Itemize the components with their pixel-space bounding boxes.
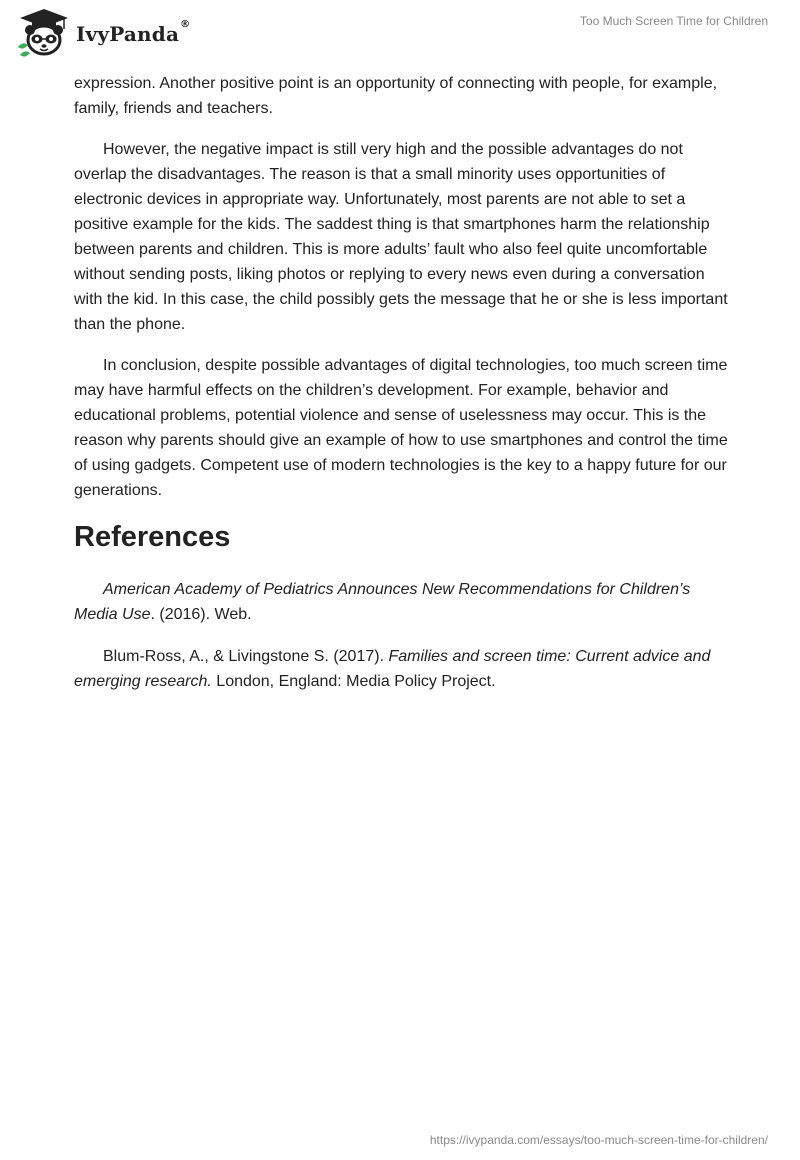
page-header (0, 0, 800, 70)
body-paragraph-3: In conclusion, despite possible advantages of digital technologies, too much screen time may have harmful effects on the children’s development. For example, behavior and educational problems, potential violence and sense of uselessness may occur. This is the reason why parents should give an example of how to use smartphones and control the time of using gadgets. Competent use of modern technologies is the key to a happy future for our generations. (74, 357, 728, 499)
reference-title: American Academy of Pediatrics Announces New Recommendations for Children’s Media Use (74, 581, 691, 623)
ivypanda-logo[interactable] (14, 7, 190, 59)
reference-title: Families and screen time: Current advice and emerging research. (74, 648, 711, 690)
document-title: Too Much Screen Time for Children (579, 14, 768, 28)
source-url-link[interactable]: https://ivypanda.com/essays/too-much-screen-time-for-children/ (429, 1133, 768, 1147)
body-paragraph-2: However, the negative impact is still very high and the possible advantages do not overlap the disadvantages. The reason is that a small minority uses opportunities of electronic devices in appropriate way. Unfortunately, most parents are not able to set a positive example for the kids. The saddest thing is that smartphones harm the relationship between parents and children. This is more adults’ fault who also feel quite uncomfortable without sending posts, liking photos or replying to every news even during a conversation with the kid. In this case, the child possibly gets the message that he or she is less important than the phone. (74, 141, 728, 333)
reference-prefix: Blum-Ross, A., & Livingstone S. (2017). (103, 648, 389, 665)
reference-item (74, 577, 728, 627)
references-heading: References (74, 521, 231, 553)
reference-suffix: . (2016). Web. (150, 606, 252, 623)
logo-text: IvyPanda (76, 22, 180, 46)
registered-mark: ® (180, 19, 191, 30)
reference-item (74, 644, 728, 694)
panda-graduate-icon (14, 7, 74, 59)
reference-suffix: London, England: Media Policy Project. (211, 673, 496, 690)
essay-content (74, 71, 728, 711)
logo-wordmark (76, 19, 191, 46)
body-paragraph-1: expression. Another positive point is an opportunity of connecting with people, for example, family, friends and teachers. (74, 75, 718, 117)
